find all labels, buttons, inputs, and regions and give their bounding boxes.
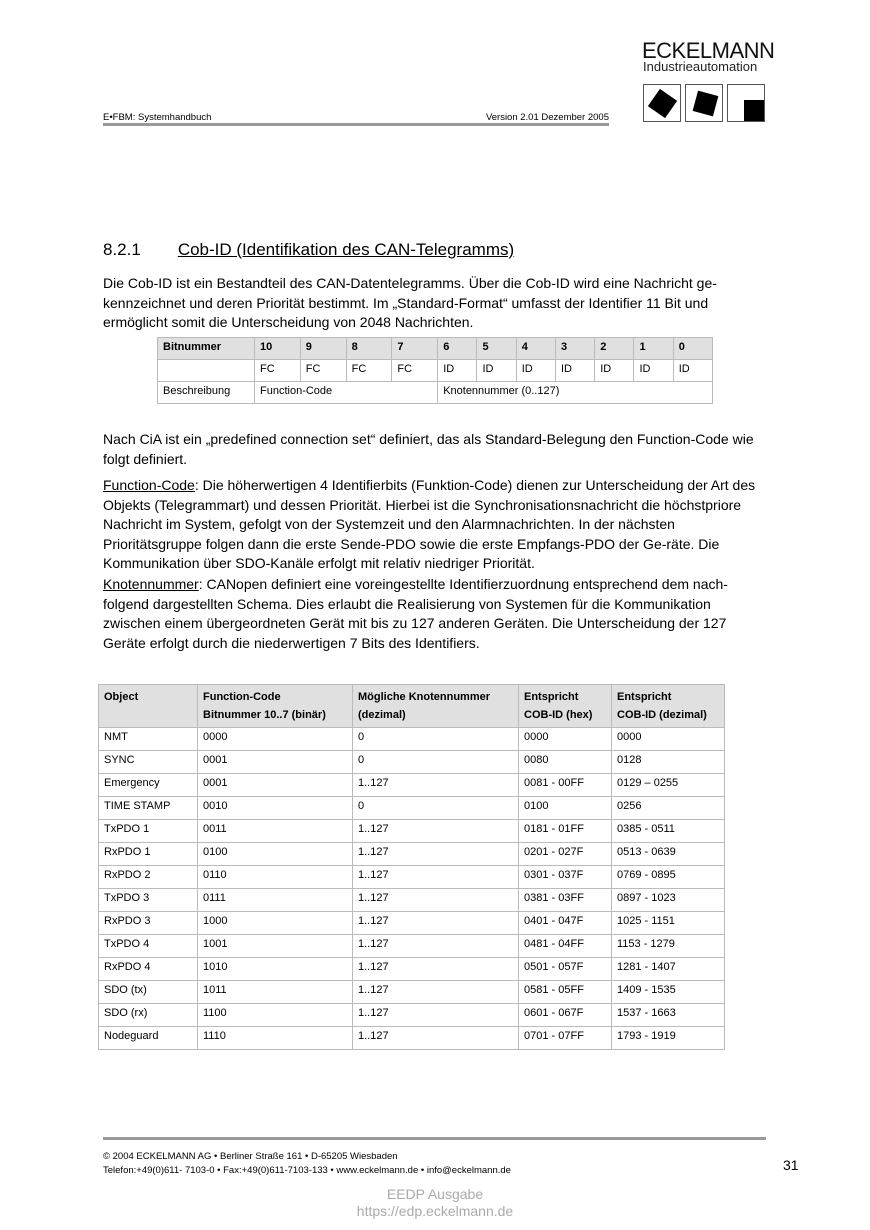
cell: 1010 <box>198 958 353 981</box>
header-cell <box>353 685 519 728</box>
header-line: (dezimal) <box>358 709 406 721</box>
cell: 0010 <box>198 797 353 820</box>
header-line: COB-ID (hex) <box>524 709 593 721</box>
cell: RxPDO 1 <box>99 843 198 866</box>
cell: 0601 - 067F <box>519 1004 612 1027</box>
header-cell <box>198 685 353 728</box>
cob-table-header <box>99 685 725 728</box>
header-cell <box>519 685 612 728</box>
section-title: Cob-ID (Identifikation des CAN-Telegramms) <box>177 240 515 259</box>
cell: ID <box>438 360 477 382</box>
table-row <box>99 843 725 866</box>
cell: 0000 <box>519 728 612 751</box>
cell: 0181 - 01FF <box>519 820 612 843</box>
cell: 1..127 <box>353 912 519 935</box>
section-number: 8.2.1 <box>103 240 141 259</box>
cell <box>158 360 255 382</box>
table-row <box>99 1027 725 1050</box>
cell: SDO (tx) <box>99 981 198 1004</box>
table-row <box>99 866 725 889</box>
cell: 0201 - 027F <box>519 843 612 866</box>
cell: 0001 <box>198 774 353 797</box>
cell: 1000 <box>198 912 353 935</box>
cell: 1..127 <box>353 981 519 1004</box>
header-line: Mögliche Knotennummer <box>358 691 491 703</box>
cell: 0100 <box>198 843 353 866</box>
cell: 0769 - 0895 <box>612 866 725 889</box>
header-cell <box>612 685 725 728</box>
logo-title: ECKELMANN <box>642 38 775 63</box>
cell: 1100 <box>198 1004 353 1027</box>
cell: Beschreibung <box>158 382 255 404</box>
cell: 0000 <box>612 728 725 751</box>
footer-address <box>103 1150 511 1178</box>
cell: 1011 <box>198 981 353 1004</box>
logo-subtitle: Industrieautomation <box>643 59 758 74</box>
table-row <box>99 935 725 958</box>
cell: 1537 - 1663 <box>612 1004 725 1027</box>
cell: Function-Code <box>255 382 438 404</box>
text: : CANopen definiert eine voreingestellte Identifierzuordnung entsprechend dem nach-folgend dargestellten Schema. Dies erlaubt die Realisierung von Systemen für die Kommunikation zwischen einem übergeordneten Gerät mit bis zu 127 anderen Geräten. Die Unterscheidung der 127 Geräte erfolgt durch die niederwertigen 7 Bits des Identifiers. <box>103 576 728 651</box>
cell: 1409 - 1535 <box>612 981 725 1004</box>
cell: 2 <box>595 338 634 360</box>
table-row <box>99 981 725 1004</box>
cell: 1281 - 1407 <box>612 958 725 981</box>
bit-table-row <box>158 382 713 404</box>
paragraph-knotennummer <box>103 575 763 653</box>
footer-line: © 2004 ECKELMANN AG • Berliner Straße 161 • D-65205 Wiesbaden <box>103 1151 398 1162</box>
cell: FC <box>346 360 392 382</box>
cell: 0 <box>353 797 519 820</box>
header-line: Object <box>104 691 139 703</box>
header-title: E•FBM: Systemhandbuch <box>103 112 212 123</box>
cell: 1..127 <box>353 889 519 912</box>
cell: Bitnummer <box>158 338 255 360</box>
cell: 7 <box>392 338 438 360</box>
table-row <box>99 1004 725 1027</box>
page-number: 31 <box>783 1157 799 1173</box>
footer-line: Telefon:+49(0)611- 7103-0 • Fax:+49(0)611-7103-133 • www.eckelmann.de • info@eckelmann.de <box>103 1165 511 1176</box>
cell: 0081 - 00FF <box>519 774 612 797</box>
cell: 3 <box>555 338 594 360</box>
cell: ID <box>673 360 712 382</box>
table-row <box>99 958 725 981</box>
header-rule <box>103 123 609 126</box>
bit-table-header <box>158 338 713 360</box>
cell: TxPDO 4 <box>99 935 198 958</box>
table-row <box>99 774 725 797</box>
cell: 1110 <box>198 1027 353 1050</box>
header-line: COB-ID (dezimal) <box>617 709 707 721</box>
cell: 0129 – 0255 <box>612 774 725 797</box>
cell: 0111 <box>198 889 353 912</box>
header-line: Entspricht <box>524 691 579 703</box>
cell: 1..127 <box>353 1004 519 1027</box>
cell: 0381 - 03FF <box>519 889 612 912</box>
header-cell <box>99 685 198 728</box>
header-version: Version 2.01 Dezember 2005 <box>485 112 609 123</box>
cell: 0011 <box>198 820 353 843</box>
footer-rule <box>103 1137 766 1140</box>
cell: 0 <box>673 338 712 360</box>
cell: Emergency <box>99 774 198 797</box>
cell: 0080 <box>519 751 612 774</box>
cell: TxPDO 1 <box>99 820 198 843</box>
watermark <box>0 1186 870 1220</box>
cell: 0301 - 037F <box>519 866 612 889</box>
header-line: Entspricht <box>617 691 672 703</box>
cell: 1..127 <box>353 820 519 843</box>
cell: 0501 - 057F <box>519 958 612 981</box>
paragraph-predefined: Nach CiA ist ein „predefined connection set“ definiert, das als Standard-Belegung den Function-Code wie folgt definiert. <box>103 431 754 467</box>
watermark-line: https://edp.eckelmann.de <box>356 1203 514 1219</box>
cell: 9 <box>300 338 346 360</box>
cell: 0 <box>353 728 519 751</box>
table-row <box>99 820 725 843</box>
cell: 8 <box>346 338 392 360</box>
table-row <box>99 797 725 820</box>
cell: 6 <box>438 338 477 360</box>
cell: 0401 - 047F <box>519 912 612 935</box>
header-line: Bitnummer 10..7 (binär) <box>203 709 326 721</box>
section-heading <box>103 240 514 260</box>
cell: 0110 <box>198 866 353 889</box>
cell: 0701 - 07FF <box>519 1027 612 1050</box>
cell: 0100 <box>519 797 612 820</box>
cell: NMT <box>99 728 198 751</box>
term: Function-Code <box>103 477 195 493</box>
cell: 10 <box>255 338 301 360</box>
table-row <box>99 728 725 751</box>
cell: ID <box>477 360 516 382</box>
cell: 5 <box>477 338 516 360</box>
cell: ID <box>516 360 555 382</box>
intro-paragraph: Die Cob-ID ist ein Bestandteil des CAN-Datentelegramms. Über die Cob-ID wird eine Nachricht ge-kennzeichnet und deren Priorität bestimmt. Im „Standard-Format“ umfasst der Identifier 11 Bit und ermöglicht somit die Unterscheidung von 2048 Nachrichten. <box>103 275 717 330</box>
cell: 1 <box>634 338 673 360</box>
cell: 1..127 <box>353 843 519 866</box>
cell: RxPDO 4 <box>99 958 198 981</box>
cell: 0 <box>353 751 519 774</box>
cell: TIME STAMP <box>99 797 198 820</box>
cell: 0001 <box>198 751 353 774</box>
table-row <box>99 912 725 935</box>
cell: 1025 - 1151 <box>612 912 725 935</box>
cell: 1793 - 1919 <box>612 1027 725 1050</box>
cell: RxPDO 3 <box>99 912 198 935</box>
header-line: Function-Code <box>203 691 281 703</box>
cell: TxPDO 3 <box>99 889 198 912</box>
cell: 1..127 <box>353 958 519 981</box>
cell: 0128 <box>612 751 725 774</box>
paragraph-function-code <box>103 476 763 574</box>
bit-table <box>157 337 713 404</box>
cob-id-table <box>98 684 725 1050</box>
cell: 0581 - 05FF <box>519 981 612 1004</box>
cell: 0513 - 0639 <box>612 843 725 866</box>
cell: Knotennummer (0..127) <box>438 382 713 404</box>
watermark-line: EEDP Ausgabe <box>386 1186 484 1202</box>
cell: 0481 - 04FF <box>519 935 612 958</box>
cell: 0897 - 1023 <box>612 889 725 912</box>
cell: 1..127 <box>353 1027 519 1050</box>
bit-table-row <box>158 360 713 382</box>
text: : Die höherwertigen 4 Identifierbits (Funktion-Code) dienen zur Unterscheidung der Art des Objekts (Telegrammart) und dessen Priorität. Hierbei ist die Synchronisationsnachricht die höchstpriore Nachricht im System, gefolgt von der Systemzeit und den Alarmnachrichten. In der nächsten Prioritätsgruppe folgen dann die erste Sende-PDO sowie die erste Empfangs-PDO der Ge-räte. Die Kommunikation über SDO-Kanäle erfolgt mit relativ niedriger Priorität. <box>103 477 756 571</box>
cell: RxPDO 2 <box>99 866 198 889</box>
cell: 1153 - 1279 <box>612 935 725 958</box>
cell: ID <box>634 360 673 382</box>
cell: SDO (rx) <box>99 1004 198 1027</box>
cell: SYNC <box>99 751 198 774</box>
term: Knotennummer <box>103 576 199 592</box>
cell: ID <box>555 360 594 382</box>
cell: 1..127 <box>353 774 519 797</box>
cell: 0000 <box>198 728 353 751</box>
table-row <box>99 751 725 774</box>
cell: 0256 <box>612 797 725 820</box>
table-row <box>99 889 725 912</box>
cell: FC <box>300 360 346 382</box>
cell: FC <box>255 360 301 382</box>
cell: FC <box>392 360 438 382</box>
cell: 1001 <box>198 935 353 958</box>
cell: 1..127 <box>353 866 519 889</box>
cell: ID <box>595 360 634 382</box>
cell: 1..127 <box>353 935 519 958</box>
cell: 0385 - 0511 <box>612 820 725 843</box>
cell: 4 <box>516 338 555 360</box>
cell: Nodeguard <box>99 1027 198 1050</box>
